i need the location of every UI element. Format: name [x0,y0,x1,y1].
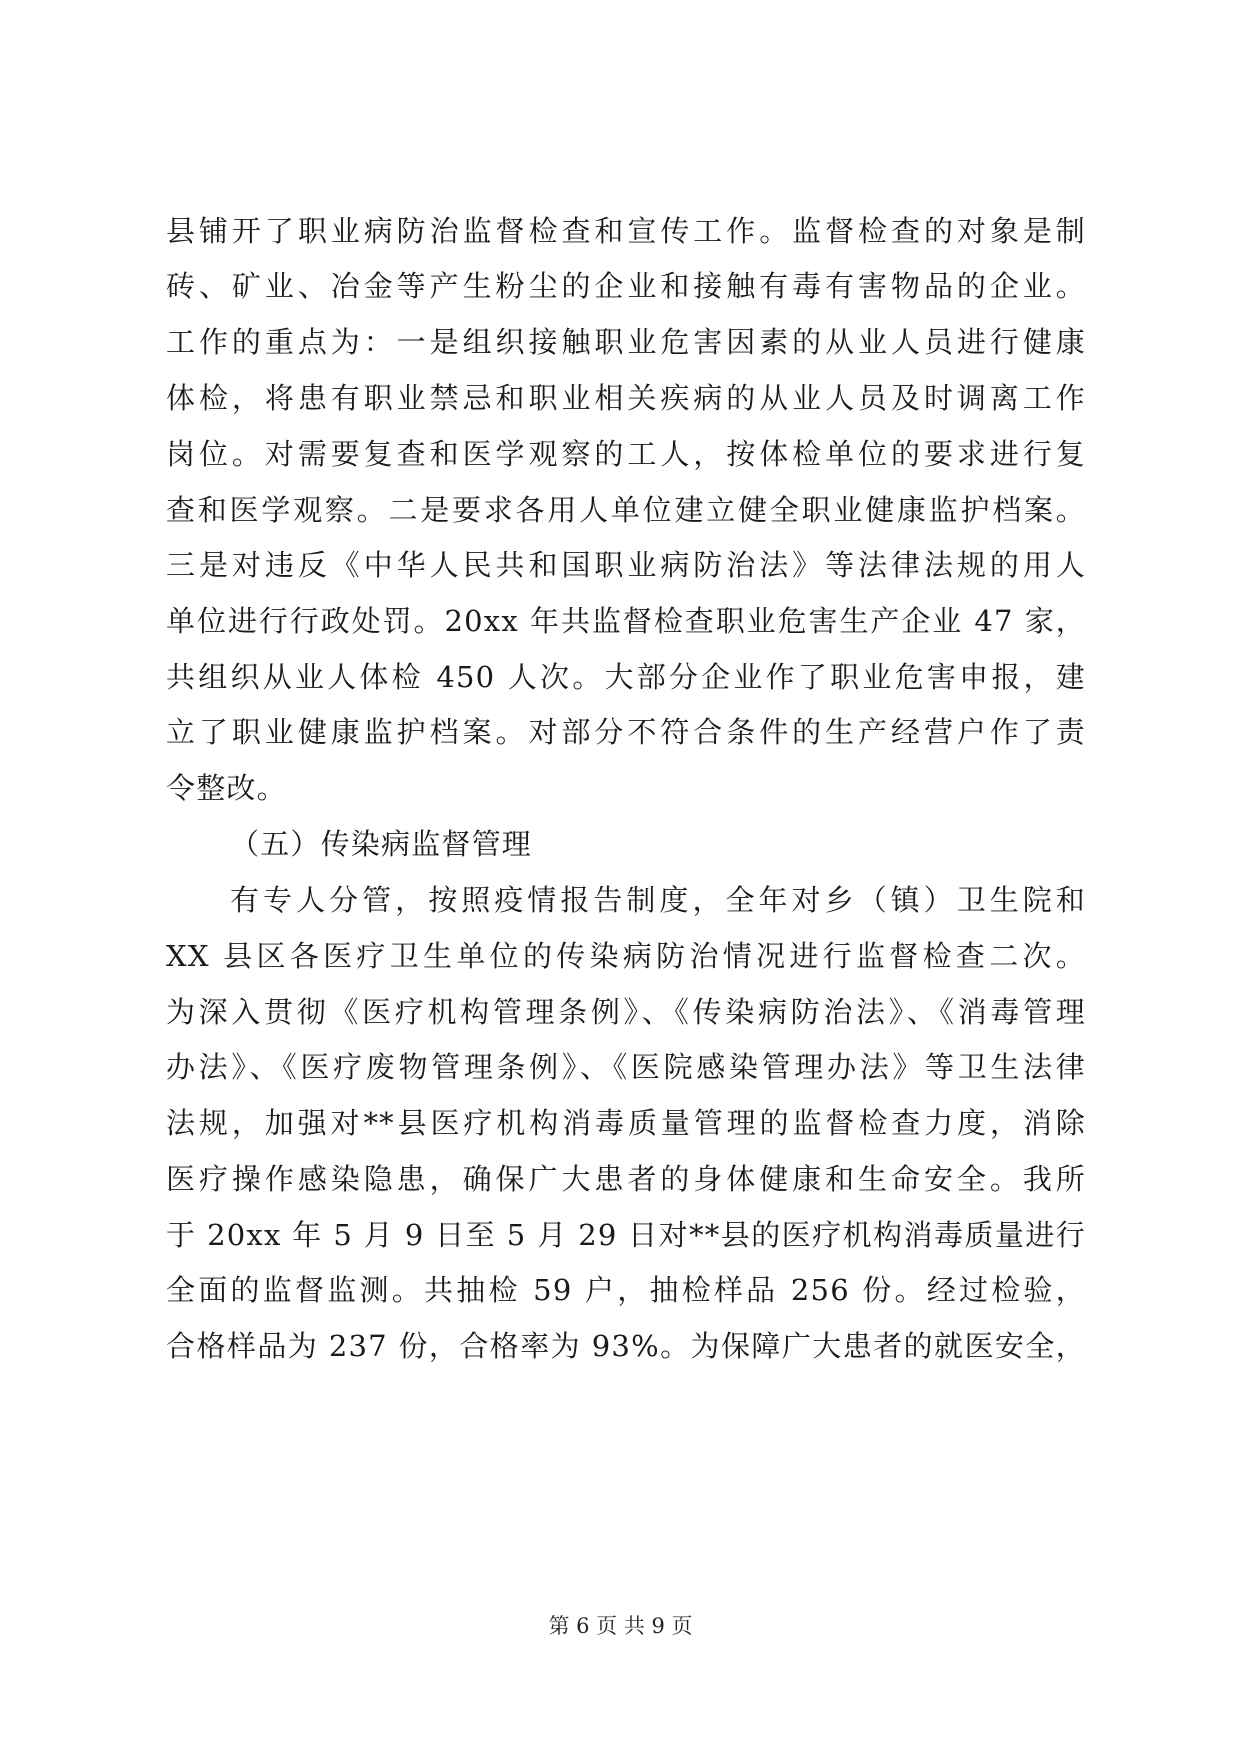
paragraph-line: 单位进行行政处罚。20xx 年共监督检查职业危害生产企业 47 家， [166,604,1086,638]
paragraph-line: 合格样品为 237 份，合格率为 93%。为保障广大患者的就医安全， [166,1329,1086,1363]
paragraph-line: 医疗操作感染隐患，确保广大患者的身体健康和生命安全。我所 [166,1162,1086,1196]
paragraph-line: 立了职业健康监护档案。对部分不符合条件的生产经营户作了责 [166,715,1086,749]
paragraph-line: 体检，将患有职业禁忌和职业相关疾病的从业人员及时调离工作 [166,381,1086,415]
paragraph-line: 法规，加强对**县医疗机构消毒质量管理的监督检查力度，消除 [166,1106,1086,1140]
paragraph-line: 全面的监督监测。共抽检 59 户，抽检样品 256 份。经过检验， [166,1273,1086,1307]
paragraph-line: 共组织从业人体检 450 人次。大部分企业作了职业危害申报，建 [166,660,1086,694]
paragraph-line: 县铺开了职业病防治监督检查和宣传工作。监督检查的对象是制 [166,214,1086,248]
paragraph-line: 于 20xx 年 5 月 9 日至 5 月 29 日对**县的医疗机构消毒质量进行 [166,1218,1086,1252]
paragraph-line: 为深入贯彻《医疗机构管理条例》、《传染病防治法》、《消毒管理 [166,995,1086,1029]
paragraph-line: XX 县区各医疗卫生单位的传染病防治情况进行监督检查二次。 [166,939,1086,973]
paragraph-line: 查和医学观察。二是要求各用人单位建立健全职业健康监护档案。 [166,493,1086,527]
paragraph-line: 工作的重点为：一是组织接触职业危害因素的从业人员进行健康 [166,325,1086,359]
paragraph-line: 令整改。 [166,771,287,805]
page-number-footer: 第 6 页 共 9 页 [548,1614,693,1638]
paragraph-line: 办法》、《医疗废物管理条例》、《医院感染管理办法》等卫生法律 [166,1050,1086,1084]
paragraph-line: 三是对违反《中华人民共和国职业病防治法》等法律法规的用人 [166,548,1086,582]
section-heading: （五）传染病监督管理 [230,827,533,861]
paragraph-line: 岗位。对需要复查和医学观察的工人，按体检单位的要求进行复 [166,437,1086,471]
paragraph-line: 砖、矿业、冶金等产生粉尘的企业和接触有毒有害物品的企业。 [166,269,1086,303]
paragraph-line: 有专人分管，按照疫情报告制度，全年对乡（镇）卫生院和 [230,883,1086,917]
